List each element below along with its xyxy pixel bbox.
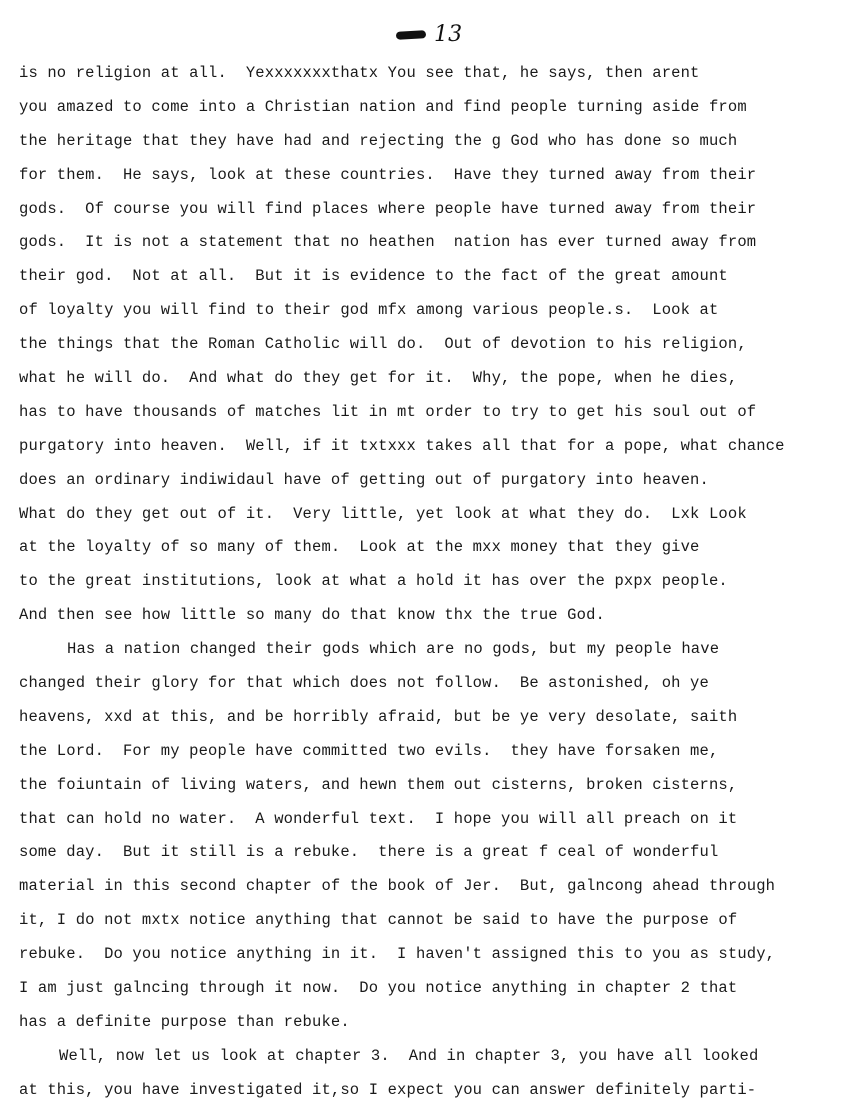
text-line: does an ordinary indiwidaul have of getting out of purgatory into heaven. xyxy=(19,470,709,489)
text-line: the things that the Roman Catholic will do. Out of devotion to his religion, xyxy=(19,335,747,354)
text-line: And then see how little so many do that know thx the true God. xyxy=(19,606,605,625)
text-line: you amazed to come into a Christian nation and find people turning aside from xyxy=(19,97,747,116)
text-line: purgatory into heaven. Well, if it txtxxx takes all that for a pope, what chance xyxy=(19,436,785,455)
text-line: What do they get out of it. Very little, yet look at what they do. Lxk Look xyxy=(19,504,747,523)
text-line: of loyalty you will find to their god mfx among various people.s. Look at xyxy=(19,301,719,320)
body-text xyxy=(19,60,849,1111)
text-line: material in this second chapter of the book of Jer. But, galncong ahead through xyxy=(19,877,776,896)
text-line: that can hold no water. A wonderful text. I hope you will all preach on it xyxy=(19,809,738,828)
page-number-value: 13 xyxy=(434,22,463,47)
text-line: has to have thousands of matches lit in mt order to try to get his soul out of xyxy=(19,402,757,421)
text-line: at this, you have investigated it,so I expect you can answer definitely parti- xyxy=(19,1080,757,1099)
text-line: what he will do. And what do they get for it. Why, the pope, when he dies, xyxy=(19,369,738,388)
text-line: gods. Of course you will find places where people have turned away from their xyxy=(19,199,757,218)
text-line: gods. It is not a statement that no heathen nation has ever turned away from xyxy=(19,233,757,252)
text-line: for them. He says, look at these countries. Have they turned away from their xyxy=(19,165,757,184)
text-line: their god. Not at all. But it is evidence to the fact of the great amount xyxy=(19,267,728,286)
text-line: Well, now let us look at chapter 3. And in chapter 3, you have all looked xyxy=(59,1046,759,1065)
text-line: changed their glory for that which does not follow. Be astonished, oh ye xyxy=(19,674,709,693)
text-line: rebuke. Do you notice anything in it. I haven't assigned this to you as study, xyxy=(19,945,776,964)
text-line: to the great institutions, look at what a hold it has over the pxpx people. xyxy=(19,572,728,591)
text-line: the Lord. For my people have committed two evils. they have forsaken me, xyxy=(19,741,719,760)
text-line: is no religion at all. Yexxxxxxxthatx You see that, he says, then arent xyxy=(19,64,700,82)
text-line: it, I do not mxtx notice anything that cannot be said to have the purpose of xyxy=(19,911,738,930)
text-line: some day. But it still is a rebuke. there is a great f ceal of wonderful xyxy=(19,843,719,862)
struck-out-mark xyxy=(396,30,426,40)
text-line: I am just galncing through it now. Do you notice anything in chapter 2 that xyxy=(19,979,738,998)
text-line: at the loyalty of so many of them. Look at the mxx money that they give xyxy=(19,538,700,557)
text-line: Has a nation changed their gods which are no gods, but my people have xyxy=(67,640,720,659)
text-line: heavens, xxd at this, and be horribly afraid, but be ye very desolate, saith xyxy=(19,707,738,726)
text-line: the heritage that they have had and rejecting the g God who has done so much xyxy=(19,131,738,150)
text-line: has a definite purpose than rebuke. xyxy=(19,1012,350,1031)
text-line: the foiuntain of living waters, and hewn them out cisterns, broken cisterns, xyxy=(19,775,738,794)
page-number xyxy=(396,22,462,47)
